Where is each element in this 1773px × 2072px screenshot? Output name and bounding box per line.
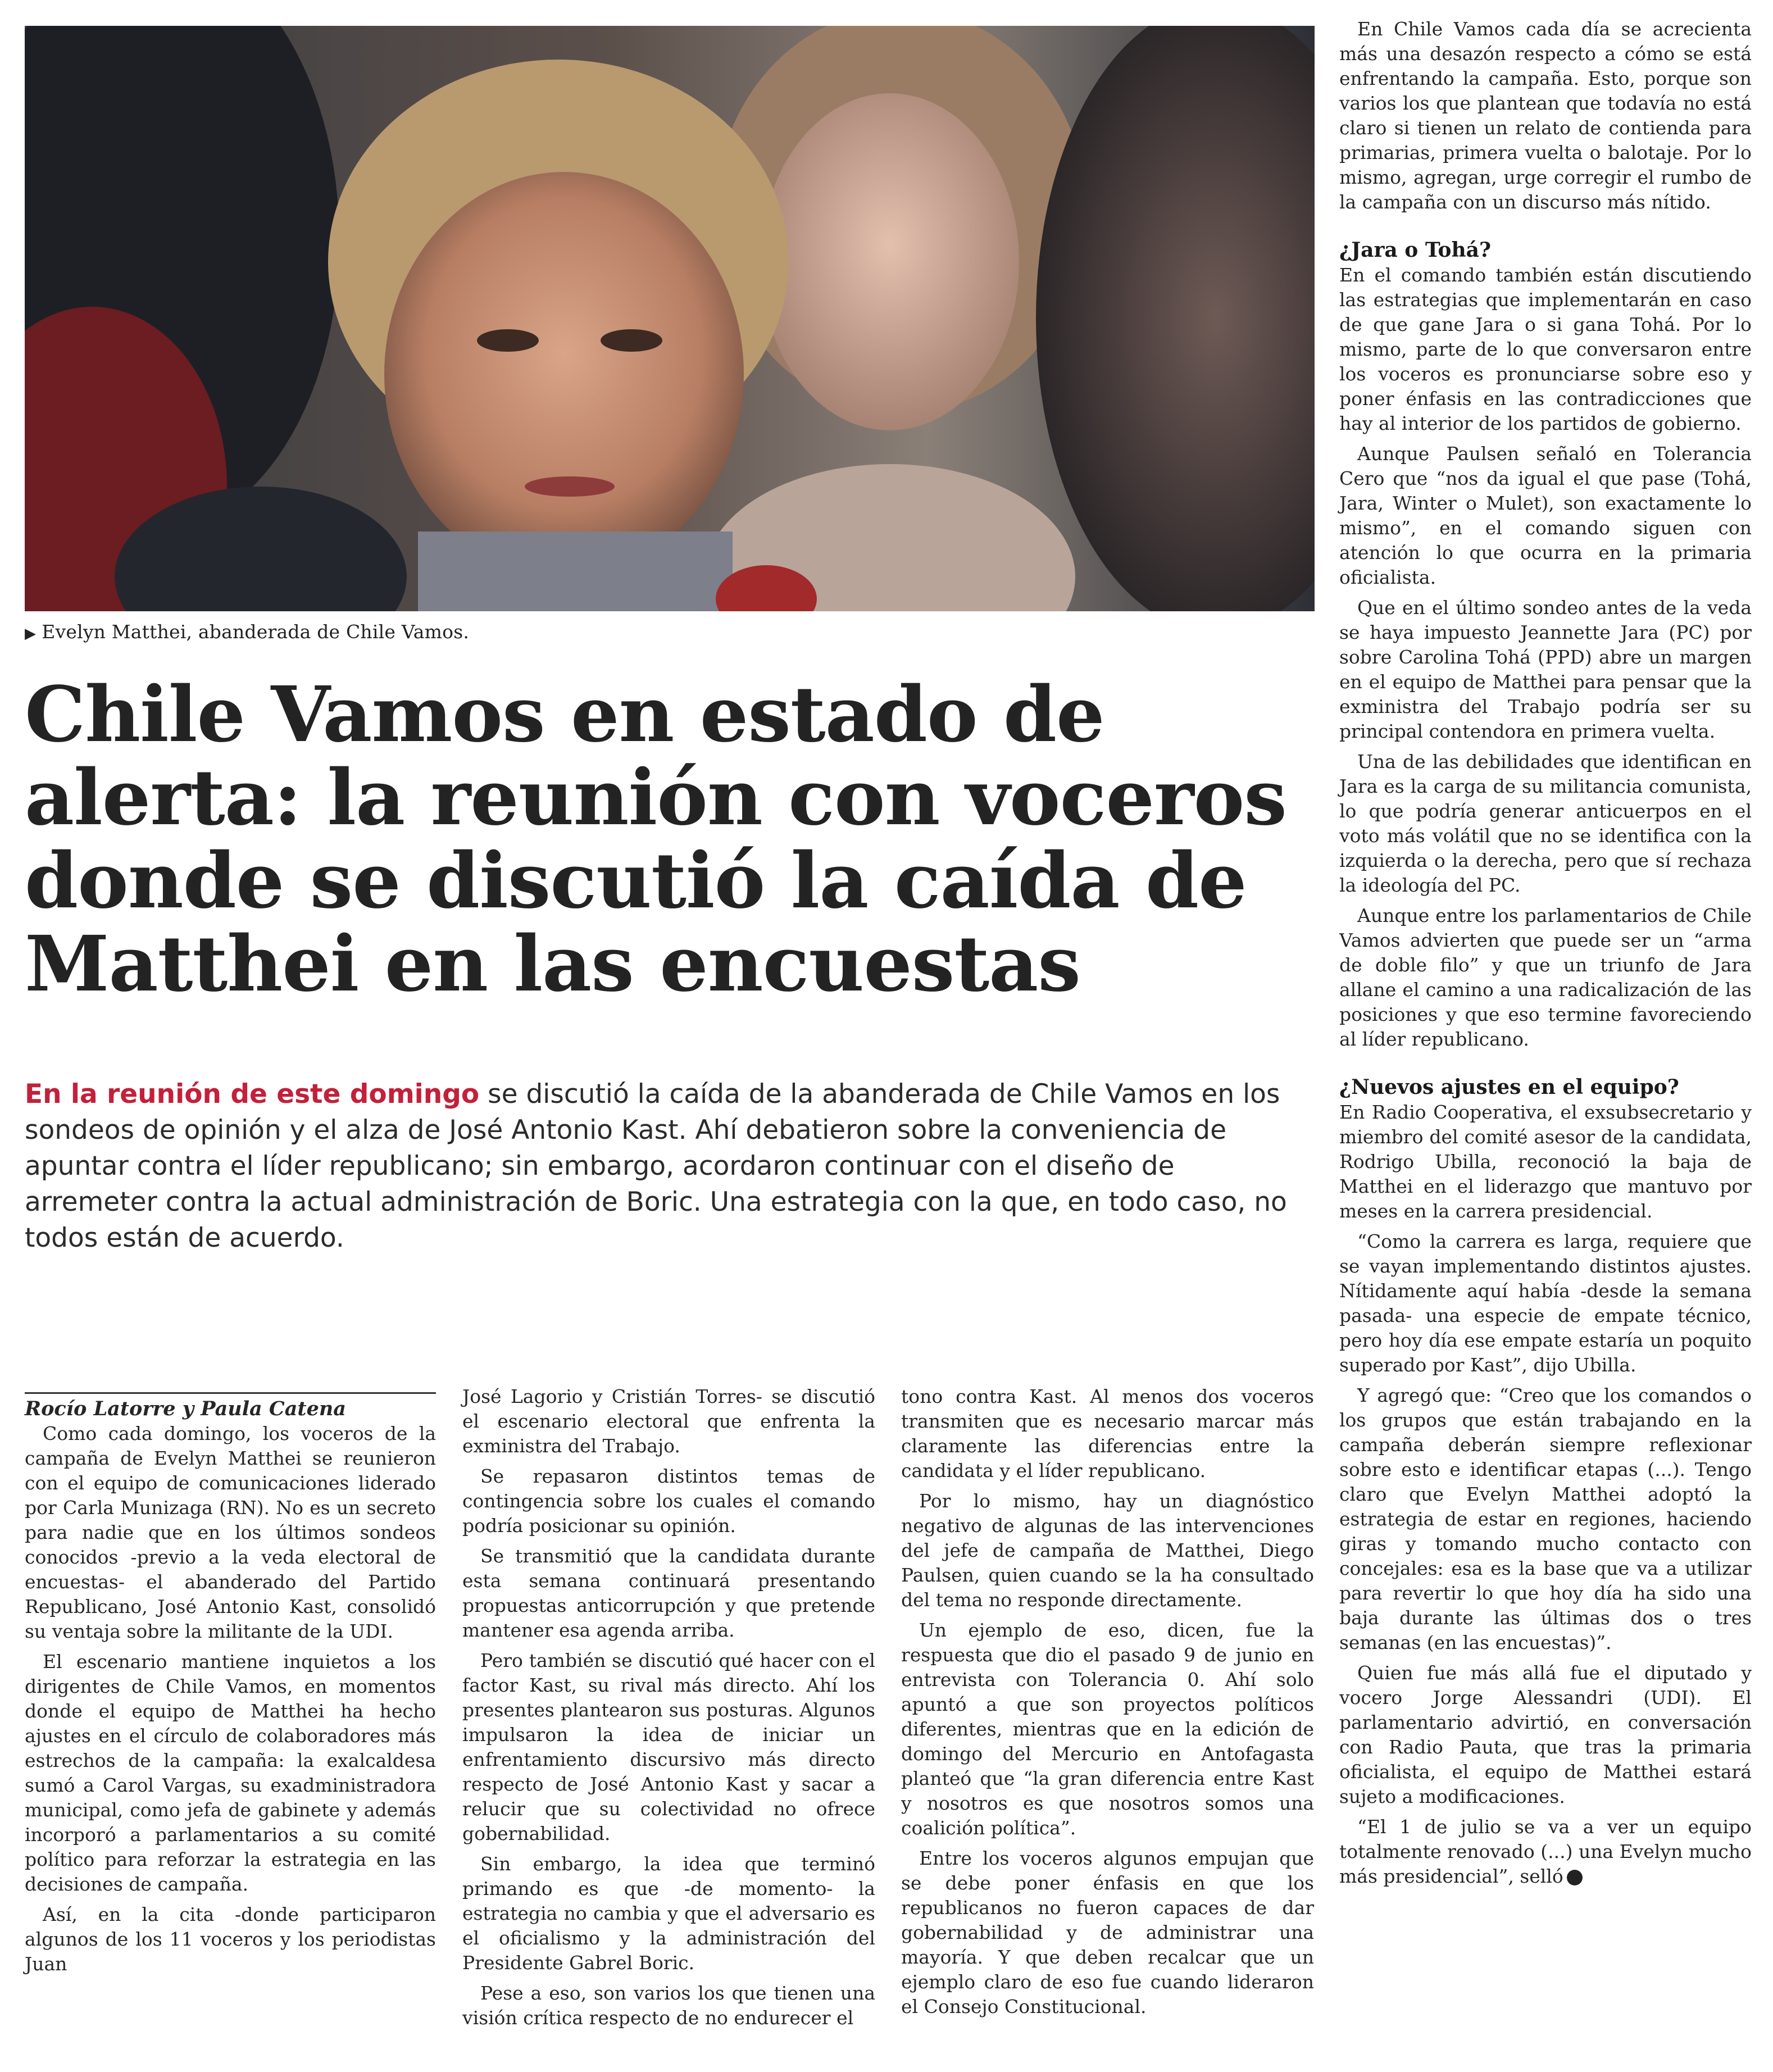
paragraph: Y agregó que: “Creo que los comandos o los grupos que están trabajando en la campaña deberán siempre reflexionar sobre esto e identificar etapas (...). Tengo claro que Evelyn Matthei adoptó la estrategia de estar en regiones, haciendo giras y tomando mucho contacto con concejales: esa es la base que va a utilizar para revertir lo que hoy día ha sido una baja durante las últimas dos o tres semanas (en las encuestas)”.: [1339, 1384, 1752, 1653]
paragraph: Pese a eso, son varios los que tienen una visión crítica respecto de no endurecer el: [462, 1982, 875, 2029]
subheading-jara-toha: ¿Jara o Tohá?: [1339, 238, 1492, 262]
headline: Chile Vamos en estado de alerta: la reunión con voceros donde se discutió la caída de Matthei en las encuestas: [25, 670, 1286, 1009]
paragraph: En Radio Cooperativa, el exsubsecretario y miembro del comité asesor de la candidata, Rodrigo Ubilla, reconoció la baja de Matthei en el liderazgo que mantuvo por meses en la carrera presidencial.: [1339, 1101, 1752, 1222]
paragraph: José Lagorio y Cristián Torres- se discutió el escenario electoral que enfrenta la exministra del Trabajo.: [462, 1385, 875, 1457]
paragraph: “Como la carrera es larga, requiere que se vayan implementando distintos ajustes. Nítidamente aquí había -desde la semana pasada- una especie de empate técnico, pero hoy día ese empate estaría un poquito superado por Kast”, dijo Ubilla.: [1339, 1230, 1752, 1376]
paragraph: Pero también se discutió qué hacer con el factor Kast, su rival más directo. Ahí los presentes plantearon sus posturas. Algunos impulsaron la idea de iniciar un enfrentamiento discursivo más directo respecto de José Antonio Kast y sacar a relucir que su colectividad no ofrece gobernabilidad.: [462, 1650, 875, 1844]
photo-caption: ▶ Evelyn Matthei, abanderada de Chile Vamos.: [25, 621, 470, 643]
paragraph: Se repasaron distintos temas de contingencia sobre los cuales el comando podría posicionar su opinión.: [462, 1465, 875, 1537]
paragraph: Una de las debilidades que identifican en Jara es la carga de su militancia comunista, lo que podría generar anticuerpos en el voto más volátil que no se identifica con la izquierda o la derecha, pero que sí rechaza la ideología del PC.: [1339, 751, 1752, 896]
subheading-ajustes: ¿Nuevos ajustes en el equipo?: [1339, 1075, 1679, 1099]
paragraph: Sin embargo, la idea que terminó primando es que -de momento- la estrategia no cambia y que el adversario es el oficialismo y la administración del Presidente Gabrel Boric.: [462, 1853, 875, 1974]
paragraph: tono contra Kast. Al menos dos voceros transmiten que es necesario marcar más claramente las diferencias entre la candidata y el líder republicano.: [901, 1385, 1314, 1482]
lead-highlight: En la reunión de este domingo: [25, 1079, 480, 1110]
paragraph: Como cada domingo, los voceros de la campaña de Evelyn Matthei se reunieron con el equipo de comunicaciones liderado por Carla Munizaga (RN). No es un secreto para nadie que en los últimos sondeos conocidos -previo a la veda electoral de encuestas- el abanderado del Partido Republicano, José Antonio Kast, consolidó su ventaja sobre la militante de la UDI.: [25, 1423, 436, 1642]
end-mark-icon: [1567, 1870, 1583, 1885]
paragraph: En el comando también están discutiendo las estrategias que implementarán en caso de que gane Jara o si gana Tohá. Por lo mismo, parte de lo que conversaron entre los voceros es pronunciarse sobre eso y poner énfasis en las contradicciones que hay al interior de los partidos de gobierno.: [1339, 264, 1752, 434]
column-1: [25, 1387, 436, 1976]
article-photo: [25, 26, 1315, 611]
column-2: [462, 1384, 875, 2030]
paragraph: Aunque Paulsen señaló en Tolerancia Cero que “nos da igual el que pase (Tohá, Jara, Winter o Mulet), son exactamente lo mismo”, en el comando siguen con atención lo que ocurra en la primaria oficialista.: [1339, 443, 1752, 588]
paragraph: Un ejemplo de eso, dicen, fue la respuesta que dio el pasado 9 de junio en entrevista con Tolerancia 0. Ahí solo apuntó a que son proyectos políticos diferentes, mientras que en la edición de domingo del Mercurio en Antofagasta planteó que “la gran diferencia entre Kast y nosotros es que nosotros somos una coalición política”.: [901, 1619, 1314, 1839]
paragraph: El escenario mantiene inquietos a los dirigentes de Chile Vamos, en momentos donde el equipo de Matthei ha hecho ajustes en el círculo de colaboradores más estrechos de la campaña: la exalcaldesa sumó a Carol Vargas, su exadministradora municipal, como jefa de gabinete y además incorporó a parlamentarios a su comité político para reforzar la estrategia en las decisiones de campaña.: [25, 1651, 436, 1895]
column-4: [1339, 17, 1752, 1889]
column-3: [901, 1384, 1314, 2019]
paragraph: Así, en la cita -donde participaron algunos de los 11 voceros y los periodistas Juan: [25, 1903, 436, 1975]
lead-text: se discutió la caída de la abanderada de Chile Vamos en los sondeos de opinión y el alza de José Antonio Kast. Ahí debatieron sobre la conveniencia de apuntar contra el líder republicano; sin embargo, acordaron continuar con el diseño de arremeter contra la actual administración de Boric. Una estrategia con la que, en todo caso, no todos están de acuerdo.: [25, 1079, 1287, 1253]
paragraph: En Chile Vamos cada día se acrecienta más una desazón respecto a cómo se está enfrentando la campaña. Esto, porque son varios los que plantean que todavía no está claro si tienen un relato de contienda para primarias, primera vuelta o balotaje. Por lo mismo, agregan, urge corregir el rumbo de la campaña con un discurso más nítido.: [1339, 18, 1752, 213]
paragraph: Quien fue más allá fue el diputado y vocero Jorge Alessandri (UDI). El parlamentario advirtió, en conversación con Radio Pauta, que tras la primaria oficialista, el equipo de Matthei estará sujeto a modificaciones.: [1339, 1662, 1752, 1807]
paragraph: Se transmitió que la candidata durante esta semana continuará presentando propuestas anticorrupción y que pretende mantener esa agenda arriba.: [462, 1545, 875, 1641]
caption-triangle-icon: ▶: [25, 625, 37, 642]
photo-illustration: [25, 26, 1315, 611]
paragraph: Aunque entre los parlamentarios de Chile Vamos advierten que puede ser un “arma de doble filo” y que un triunfo de Jara allane el camino a una radicalización de las posiciones y que eso termine favoreciendo al líder republicano.: [1339, 905, 1752, 1050]
final-paragraph: “El 1 de julio se va a ver un equipo totalmente renovado (...) una Evelyn mucho más presidencial”, selló: [1339, 1816, 1752, 1887]
paragraph: Por lo mismo, hay un diagnóstico negativo de algunas de las intervenciones del jefe de campaña de Matthei, Diego Paulsen, quien cuando se la ha consultado del tema no responde directamente.: [901, 1490, 1314, 1611]
paragraph: Que en el último sondeo antes de la veda se haya impuesto Jeannette Jara (PC) por sobre Carolina Tohá (PPD) abre un margen en el equipo de Matthei para pensar que la exministra del Trabajo podría ser su principal contendora en primera vuelta.: [1339, 597, 1752, 742]
byline: Rocío Latorre y Paula Catena: [25, 1397, 346, 1420]
paragraph: Entre los voceros algunos empujan que se debe poner énfasis en que los republicanos no fueron capaces de dar gobernabilidad y de administrar una mayoría. Y que deben recalcar que un ejemplo claro de eso fue cuando lideraron el Consejo Constitucional.: [901, 1847, 1314, 2018]
lead-paragraph: [25, 1076, 1306, 1256]
